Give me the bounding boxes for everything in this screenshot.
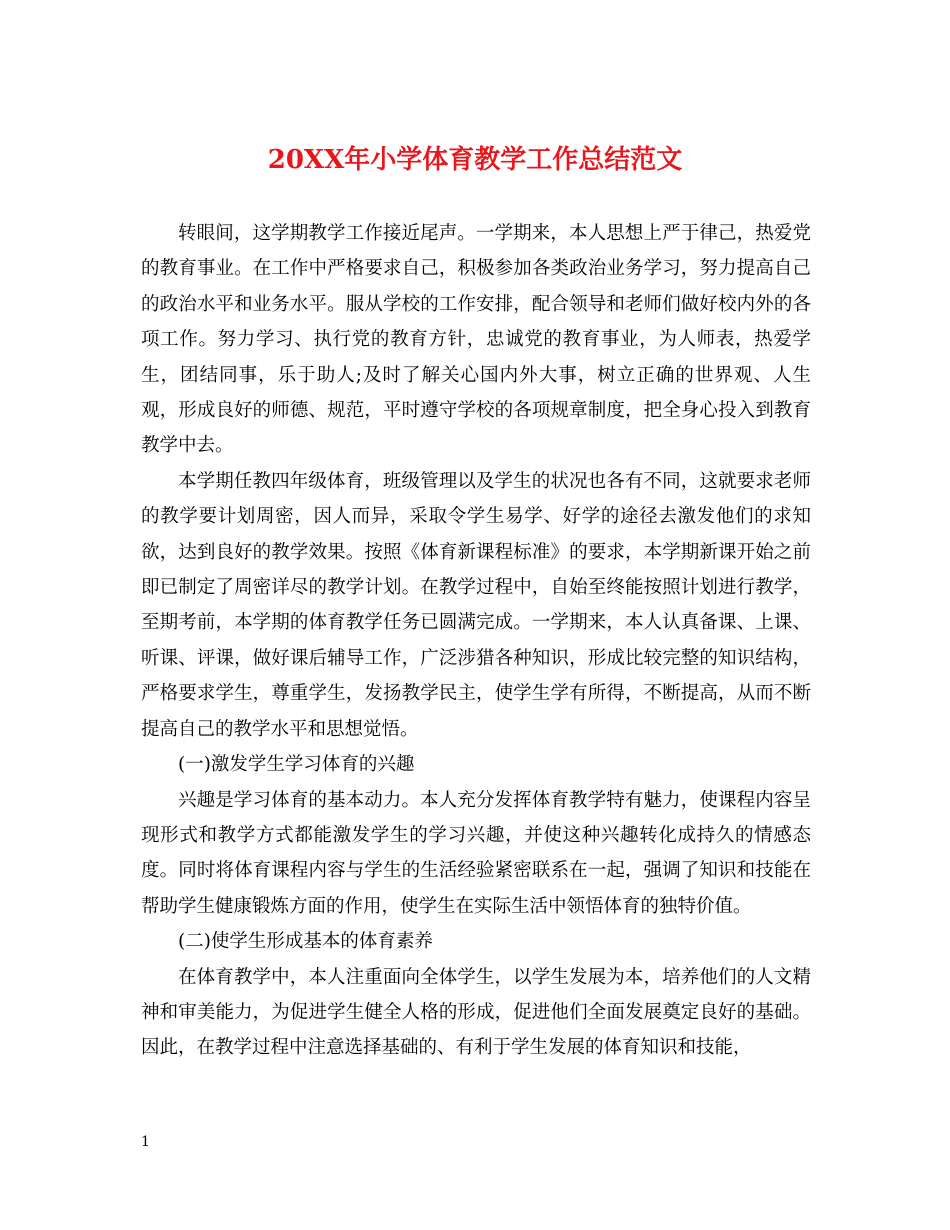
paragraph: 在体育教学中，本人注重面向全体学生，以学生发展为本，培养他们的人文精神和审美能力，为促进学生健全人格的形成，促进他们全面发展奠定良好的基础。因此，在教学过程中注意选择基础的、有利于学生发展的体育知识和技能， — [141, 966, 811, 1059]
paragraph: 兴趣是学习体育的基本动力。本人充分发挥体育教学特有魅力，使课程内容呈现形式和教学方式都能激发学生的学习兴趣，并使这种兴趣转化成持久的情感态度。同时将体育课程内容与学生的生活经验紧密联系在一起，强调了知识和技能在帮助学生健康锻炼方面的作用，使学生在实际生活中领悟体育的独特价值。 — [141, 789, 811, 917]
page-number: 1 — [141, 1134, 150, 1150]
document-body — [141, 216, 811, 1066]
section-heading: (一)激发学生学习体育的兴趣 — [178, 754, 415, 776]
section-heading: (二)使学生形成基本的体育素养 — [178, 931, 433, 953]
document-title: 20XX年小学体育教学工作总结范文 — [267, 145, 683, 175]
paragraph: 本学期任教四年级体育，班级管理以及学生的状况也各有不同，这就要求老师的教学要计划周密，因人而异，采取令学生易学、好学的途径去激发他们的求知欲，达到良好的教学效果。按照《体育新课程标准》的要求，本学期新课开始之前即已制定了周密详尽的教学计划。在教学过程中，自始至终能按照计划进行教学，至期考前，本学期的体育教学任务已圆满完成。一学期来，本人认真备课、上课、听课、评课，做好课后辅导工作，广泛涉猎各种知识，形成比较完整的知识结构，严格要求学生，尊重学生，发扬教学民主，使学生学有所得，不断提高，从而不断提高自己的教学水平和思想觉悟。 — [141, 470, 811, 740]
paragraph: 转眼间，这学期教学工作接近尾声。一学期来，本人思想上严于律己，热爱党的教育事业。在工作中严格要求自己，积极参加各类政治业务学习，努力提高自己的政治水平和业务水平。服从学校的工作安排，配合领导和老师们做好校内外的各项工作。努力学习、执行党的教育方针，忠诚党的教育事业，为人师表，热爱学生，团结同事，乐于助人;及时了解关心国内外大事，树立正确的世界观、人生观，形成良好的师德、规范，平时遵守学校的各项规章制度，把全身心投入到教育教学中去。 — [141, 223, 811, 457]
